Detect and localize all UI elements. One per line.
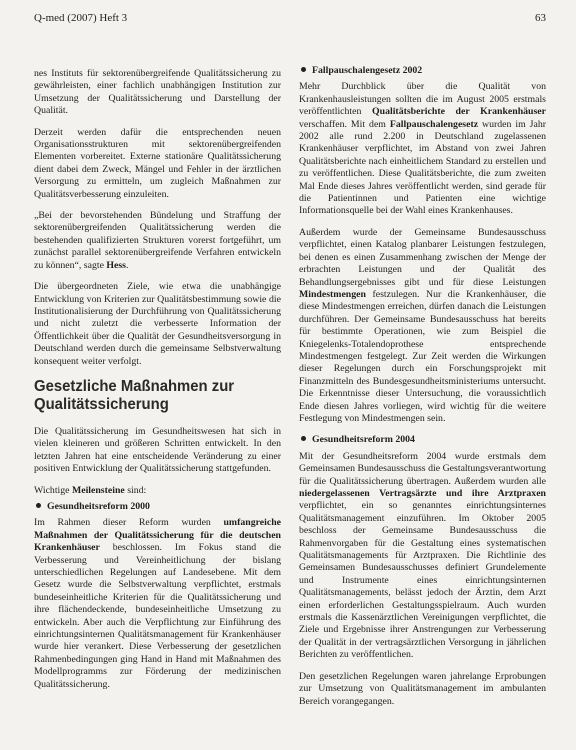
right-column (299, 65, 546, 717)
text: verschaffen. Mit dem (299, 118, 386, 130)
intro-bold: Meilensteine (71, 484, 125, 496)
running-header: Q-med (2007) Heft 3 (34, 12, 128, 24)
bold-text: Mindestmengen (299, 288, 366, 300)
bullet-icon (301, 436, 306, 441)
text: wurden im Jahr 2002 alle rund 2.200 in Deutschland zugelassenen Krankenhäuser verpflichtet, im Abstand von zwei Jahren Qualitätsberichte nach einheitlichem Standard zu erstellen und zu veröffentlichen. Diese Qualitätsberichte, die zum zweiten Mal Ende dieses Jahres veröffentlicht werden, sind gerade für die Patientinnen und Patienten eine wichtige Informationsquelle bei der Wahl eines Krankenhauses. (299, 118, 547, 217)
bullet-heading (299, 65, 546, 77)
paragraph: nes Instituts für sektorenübergreifende Qualitätssicherung zu gewährleisten, einer fachlich unabhängigen Institution zur Umsetzung der Qualitätssicherung und Darstellung der Qualität. (34, 68, 281, 117)
paragraph (299, 451, 546, 662)
bullet-heading (34, 501, 281, 513)
quote-paragraph: „Bei der bevorstehenden Bündelung und Straffung der sektorenübergreifenden Qualitätssicherung werden die bestehenden qualifizierten Strukturen vorerst fortgeführt, um zunächst parallel sektorenübergreifende Verfahren entwickeln zu können“, sagte Hess. (34, 210, 281, 271)
bold-text: Qualitätsberichte der Krankenhäuser (372, 106, 547, 118)
text: Außerdem wurde der Gemeinsame Bundesausschuss verpflichtet, einen Katalog planbarer Leistungen festzulegen, bei denen es einen Zusammenhang zwischen der Menge der erbrachten Leistungen und der Qualität des Behandlungsergebnisses gibt und für diese Leistungen (299, 226, 546, 288)
text: beschlossen. Im Fokus stand die Verbesserung und Vereinheitlichung der bislang unterschiedlichen Regelungen auf Landesebene. Mit dem Gesetz wurde die Selbstverwaltung verpflichtet, erstmals bundeseinheitliche Kriterien für die Qualitätssicherung und ihre flächendeckende, bundeseinheitliche Umsetzung zu entwickeln. Aber auch die Verpflichtung zur Einführung des einrichtungsinternen Qualitätsmanagement für Krankenhäuser wurde hier verankert. Diese Verbesserung der gesetzlichen Rahmenbedingungen ging Hand in Hand mit Maßnahmen des Modellprogramms zur Förderung der medizinischen Qualitätssicherung. (34, 542, 281, 690)
text: verpflichtet, ein so genanntes einrichtungsinternes Qualitätsmanagement einzuführen. Im Oktober 2005 beschloss der Gemeinsame Bundesausschuss die Rahmenvorgaben für die Gestaltung eines systematischen Qualitätsmanagements für Arztpraxen. Die Richtlinie des Gemeinsamen Bundesausschusses definiert Grundelemente und Instrumente eines einrichtungsinternen Qualitätsmanagements, belässt jedoch der Ärztin, dem Arzt einen erforderlichen Gestaltungsspielraum. Auch wurden erstmals die Kassenärztlichen Vereinigungen verpflichtet, die Ziele und Ergebnisse ihrer Anstrengungen zur Verbesserung der Qualität in der vertragsärztlichen Versorgung in jährlichen Berichten zu veröffentlichen. (299, 500, 546, 661)
paragraph: Derzeit werden dafür die entsprechenden neuen Organisationsstrukturen mit sektorenübergreifenden Elementen vorbereitet. Externe stationäre Qualitätssicherung dient dabei dem Zweck, Mängel und Fehler in der ärztlichen Versorgung zu ermitteln, um zugleich Maßnahmen zur Qualitätsverbesserung einzuleiten. (34, 126, 281, 200)
quote-text: „Bei der bevorstehenden Bündelung und Straffung der sektorenübergreifenden Qualitätssicherung werden die bestehenden qualifizierten Strukturen vorerst fortgeführt, um zunächst parallel sektorenübergreifende Verfahren entwickeln zu können“, sagte (34, 210, 281, 271)
bullet-heading (299, 434, 546, 446)
text: Im Rahmen dieser Reform wurden (34, 517, 211, 529)
text: Mit der Gesundheitsreform 2004 wurde erstmals dem Gemeinsamen Bundesausschuss die Gestaltungsverantwortung für die Qualitätssicherung übertragen. Außerdem wurden alle (299, 450, 546, 487)
milestones-intro (34, 485, 281, 497)
bullet-label: Fallpauschalengesetz 2002 (312, 65, 423, 76)
section-heading: Gesetzliche Maßnahmen zur Qualitätssicherung (34, 377, 235, 413)
paragraph (299, 227, 546, 426)
bold-text: umfangreiche Maßnahmen der Qualitätssicherung für die deutschen Krankenhäuser (34, 517, 281, 554)
text: festzulegen. Nur die Krankenhäuser, die diese Mindestmengen erreichen, dürfen danach die Leistungen durchführen. Der Gemeinsame Bundesausschuss hat bereits für bestimmte Operationen, wie zum Beispiel die Kniegelenks-Totalendoprothese entsprechende Mindestmengen festgelegt. Zur Zeit werden die Wirkungen dieser Regelungen durch ein Forschungsprojekt mit Finanzmitteln des Bundesgesundheitsministeriums untersucht. Die Erkenntnisse dieser Untersuchung, die voraussichtlich Ende diesen Jahres vorliegen, wird wichtig für die weitere Festlegung von Mindestmengen sein. (299, 288, 546, 424)
bold-text: niedergelassenen Vertragsärzte und ihre Arztpraxen (299, 488, 546, 499)
paragraph (299, 81, 546, 217)
page-number: 63 (535, 12, 546, 24)
bullet-label: Gesundheitsreform 2000 (47, 500, 150, 512)
bullet-icon (301, 67, 306, 72)
intro-text: Wichtige (34, 484, 70, 496)
bold-text: Fallpauschalengesetz (389, 118, 479, 130)
paragraph: Den gesetzlichen Regelungen waren jahrelange Erprobungen zur Umsetzung von Qualitätsmanagement im ambulanten Bereich vorangegangen. (299, 670, 546, 707)
bullet-icon (36, 503, 41, 508)
left-column (34, 68, 281, 700)
intro-end: sind: (127, 484, 147, 496)
paragraph (34, 517, 281, 691)
bullet-label: Gesundheitsreform 2004 (312, 434, 415, 446)
paragraph: Die übergeordneten Ziele, wie etwa die unabhängige Entwicklung von Kriterien zur Qualitätsbestimmung sowie die Institutionalisierung der Durchführung von Qualitätssicherung und nicht zuletzt die verbesserte Information der Öffentlichkeit über die Qualität der Gesundheitsversorgung in Deutschland werden durch die gemeinsame Selbstverwaltung konsequent weiter verfolgt. (34, 281, 281, 367)
paragraph: Die Qualitätssicherung im Gesundheitswesen hat sich in vielen kleineren und größeren Schritten entwickelt. In den letzten Jahren hat eine entscheidende Veränderung zu einer positiven Entwicklung der Qualitätssicherung stattgefunden. (34, 425, 281, 475)
speaker-name: Hess (106, 259, 126, 271)
text: Mehr Durchblick über die Qualität von Krankenhausleistungen sollten die im August 2005 erstmals veröffentlichten (299, 81, 546, 118)
